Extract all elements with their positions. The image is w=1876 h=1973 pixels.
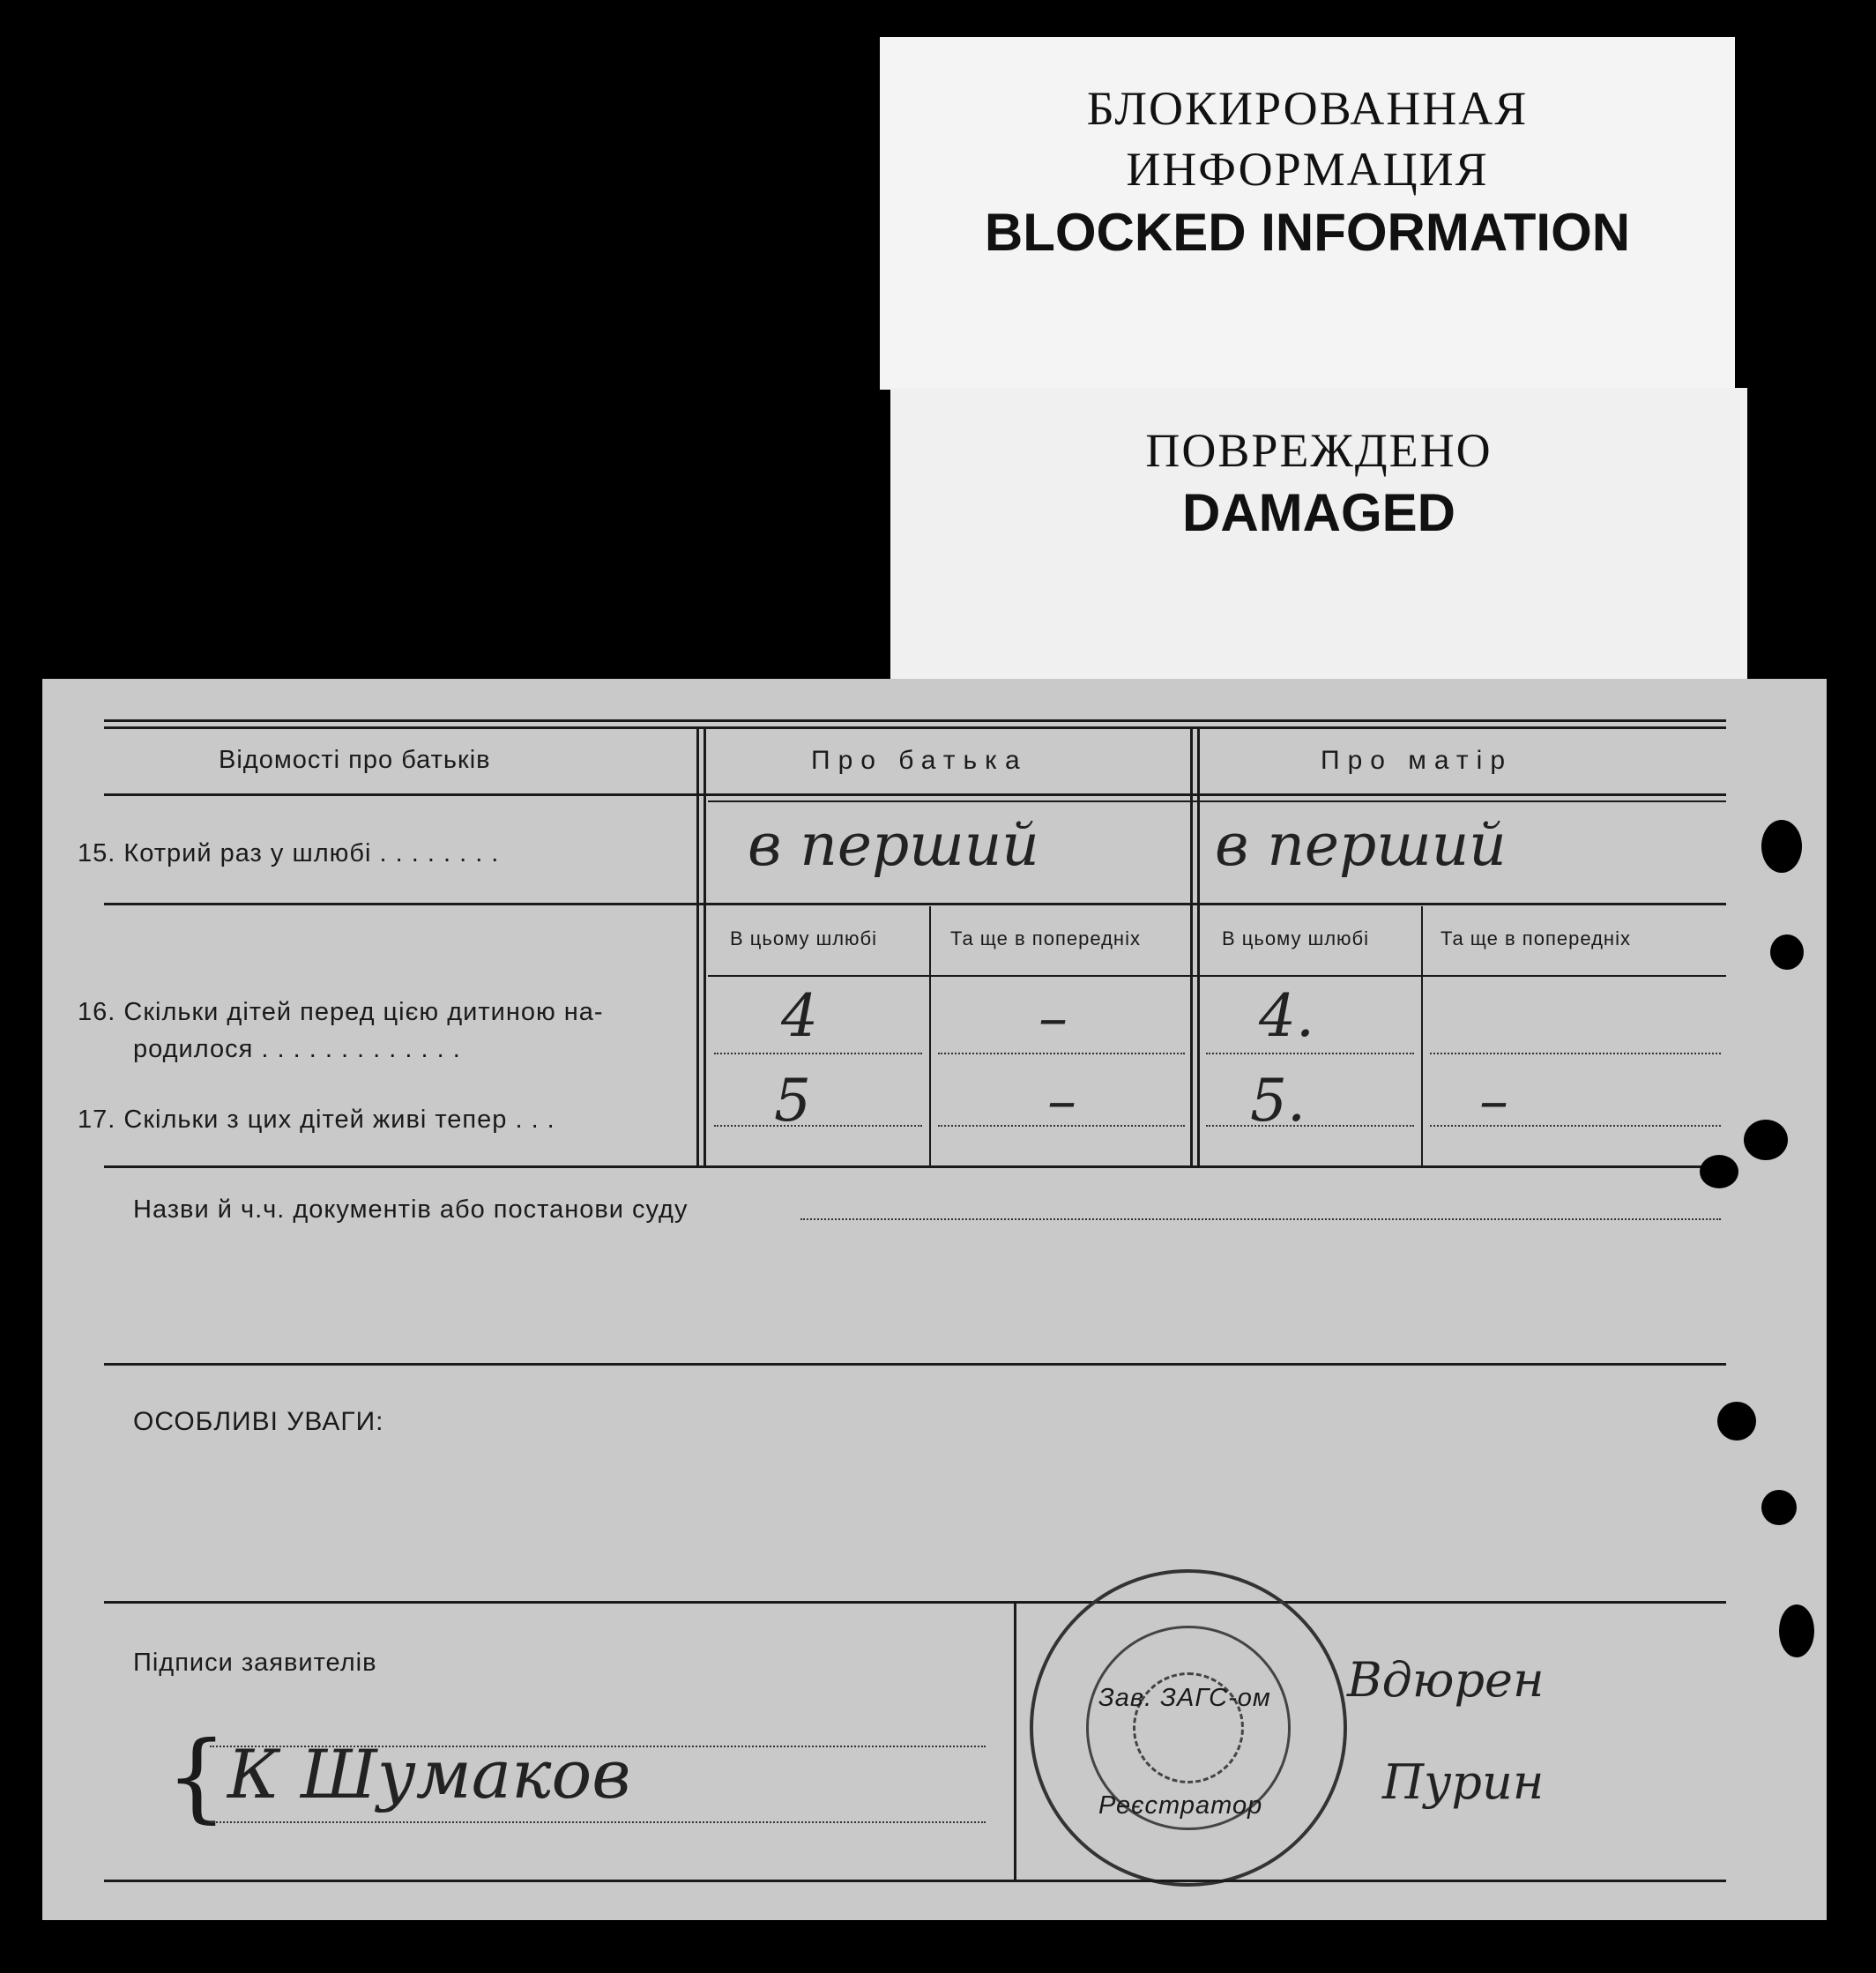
row17-mother-prev-value: – bbox=[1479, 1067, 1508, 1135]
blocked-information-card bbox=[880, 37, 1735, 390]
subheader-father-previous: Та ще в попередніх bbox=[950, 927, 1141, 949]
signatures-brace: { bbox=[166, 1720, 228, 1833]
row16-label-line1: 16. Скільки дітей перед цією дитиною на- bbox=[78, 998, 604, 1026]
row15-mother-value: в перший bbox=[1215, 811, 1507, 879]
row17-mother-this-value: 5. bbox=[1250, 1067, 1306, 1135]
header-parents-info: Відомості про батьків bbox=[219, 746, 491, 774]
header-about-father: Про батька bbox=[811, 746, 1028, 775]
header-about-mother: Про матір bbox=[1321, 746, 1514, 775]
row16-label-line2: родилося . . . . . . . . . . . . . bbox=[133, 1035, 461, 1063]
subheader-mother-this-marriage: В цьому шлюбі bbox=[1222, 927, 1370, 949]
subheader-mother-previous: Та ще в попередніх bbox=[1440, 927, 1631, 949]
row17-father-this-value: 5 bbox=[774, 1067, 811, 1135]
row16-father-this-value: 4 bbox=[781, 982, 818, 1050]
row17-label: 17. Скільки з цих дітей живі тепер . . . bbox=[78, 1106, 555, 1134]
special-notes-label: ОСОБЛИВІ УВАГИ: bbox=[133, 1407, 384, 1436]
row17-father-prev-value: – bbox=[1047, 1067, 1076, 1135]
registrar-signature: Пурин bbox=[1382, 1754, 1545, 1810]
damaged-en: DAMAGED bbox=[1182, 483, 1455, 543]
subheader-father-this-marriage: В цьому шлюбі bbox=[730, 927, 878, 949]
signatures-label: Підписи заявителів bbox=[133, 1649, 377, 1677]
registrar-label: Реєстратор bbox=[1098, 1791, 1263, 1820]
blocked-ru-line2: ИНФОРМАЦИЯ bbox=[1126, 143, 1489, 197]
registrar-head-label: Зав. ЗАГС-ом bbox=[1098, 1684, 1271, 1712]
blocked-ru-line1: БЛОКИРОВАННАЯ bbox=[1086, 82, 1529, 135]
damaged-card bbox=[890, 388, 1747, 679]
blocked-en: BLOCKED INFORMATION bbox=[984, 202, 1631, 262]
row16-mother-this-value: 4. bbox=[1259, 982, 1314, 1050]
row15-label: 15. Котрий раз у шлюбі . . . . . . . . bbox=[78, 839, 500, 867]
documents-label: Назви й ч.ч. документів або постанови суду bbox=[133, 1195, 689, 1224]
applicant-signature: К Шумаков bbox=[227, 1735, 631, 1813]
official-seal bbox=[1030, 1569, 1347, 1887]
registrar-head-signature: Вдюрен bbox=[1347, 1652, 1545, 1708]
birth-record-form bbox=[42, 679, 1827, 1920]
row15-father-value: в перший bbox=[748, 811, 1039, 879]
row16-father-prev-value: – bbox=[1038, 984, 1068, 1052]
damaged-ru: ПОВРЕЖДЕНО bbox=[1145, 424, 1493, 477]
